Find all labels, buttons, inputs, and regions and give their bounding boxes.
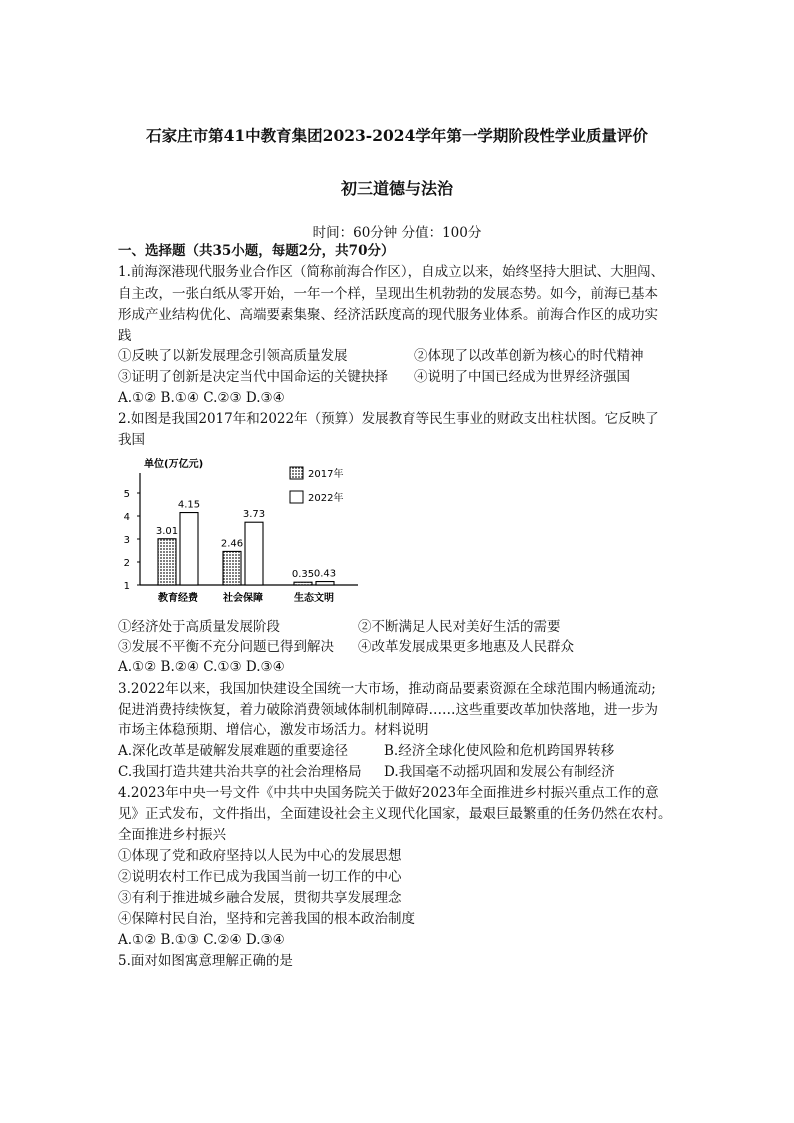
- q4-option-2: ②说明农村工作已成为我国当前一切工作的中心: [118, 869, 402, 885]
- q1-stem-line: 1.前海深港现代服务业合作区（简称前海合作区），自成立以来，始终坚持大胆试、大胆闯、: [118, 264, 665, 280]
- legend-label-2022: 2022年: [308, 493, 344, 504]
- bar-2022-2: [316, 582, 334, 585]
- q1-option-1: ①反映了以新发展理念引领高质量发展: [118, 348, 348, 364]
- bar-2022-1: [245, 522, 263, 585]
- x-category-label: 社会保障: [223, 593, 263, 604]
- section-heading: 一、选择题（共35小题，每题2分，共70分）: [118, 243, 395, 259]
- bar-2017-1: [223, 551, 241, 585]
- time-info: 时间：60分钟 分值：100分: [312, 225, 482, 241]
- q2-stem-line: 2.如图是我国2017年和2022年（预算）发展教育等民生事业的财政支出柱状图。它反映了: [118, 411, 659, 427]
- q2-option-1: ①经济处于高质量发展阶段: [118, 619, 280, 635]
- bar-value-label: 4.15: [177, 499, 201, 511]
- bar-2017-2: [294, 582, 312, 585]
- legend-label-2017: 2017年: [308, 469, 344, 480]
- q3-option-c: C.我国打造共建共治共享的社会治理格局: [118, 764, 362, 780]
- bar-value-label: 0.43: [313, 568, 337, 580]
- bar-value-label: 3.73: [242, 509, 266, 521]
- q1-stem-line: 自主改，一张白纸从零开始，一年一个样，呈现出生机勃勃的发展态势。如今，前海已基本: [118, 286, 658, 302]
- q3-stem-line: 促进消费持续恢复，着力破除消费领域体制机制障碍……这些重要改革加快落地，进一步为: [118, 702, 658, 718]
- legend-swatch-2017: [290, 467, 303, 479]
- q3-option-b: B.经济全球化使风险和危机跨国界转移: [384, 743, 615, 759]
- q1-stem-line: 践: [118, 328, 132, 344]
- q5-stem: 5.面对如图寓意理解正确的是: [118, 953, 293, 969]
- legend-swatch-2022: [290, 491, 303, 503]
- bar-2022-0: [180, 513, 198, 585]
- y-tick-label: 3: [123, 535, 130, 546]
- bar-2017-0: [158, 539, 176, 585]
- q2-option-2: ②不断满足人民对美好生活的需要: [358, 619, 561, 635]
- y-tick-label: 5: [123, 489, 130, 500]
- q3-option-d: D.我国毫不动摇巩固和发展公有制经济: [384, 764, 615, 780]
- bar-value-label: 2.46: [220, 538, 244, 550]
- exam-title: 石家庄市第41中教育集团2023-2024学年第一学期阶段性学业质量评价: [146, 126, 648, 145]
- x-category-label: 生态文明: [294, 593, 334, 604]
- y-axis-unit-label: 单位(万亿元): [144, 459, 204, 470]
- y-tick-label: 4: [123, 512, 130, 523]
- q2-option-3: ③发展不平衡不充分问题已得到解决: [118, 639, 334, 655]
- q4-stem-line: 见》正式发布，文件指出，全面建设社会主义现代化国家，最艰巨最繁重的任务仍然在农村。: [118, 806, 672, 822]
- q2-stem-line: 我国: [118, 432, 145, 448]
- q4-stem-line: 全面推进乡村振兴: [118, 827, 226, 843]
- q4-option-1: ①体现了党和政府坚持以人民为中心的发展思想: [118, 848, 402, 864]
- q1-option-2: ②体现了以改革创新为核心的时代精神: [414, 348, 644, 364]
- q3-stem-line: 市场主体稳预期、增信心，激发市场活力。材料说明: [118, 722, 429, 738]
- q2-option-4: ④改革发展成果更多地惠及人民群众: [358, 639, 574, 655]
- q3-stem-line: 3.2022年以来，我国加快建设全国统一大市场，推动商品要素资源在全球范围内畅通流动;: [118, 681, 656, 697]
- y-tick-label: 1: [123, 581, 130, 592]
- bar-value-label: 0.35: [291, 569, 315, 581]
- q4-stem-line: 4.2023年中央一号文件《中共中央国务院关于做好2023年全面推进乡村振兴重点工作的意: [118, 785, 659, 801]
- q1-option-3: ③证明了创新是决定当代中国命运的关键抉择: [118, 369, 388, 385]
- q1-stem-line: 形成产业结构优化、高端要素集聚、经济活跃度高的现代服务业体系。前海合作区的成功实: [118, 307, 658, 323]
- bar-value-label: 3.01: [155, 525, 179, 537]
- q4-option-3: ③有利于推进城乡融合发展，贯彻共享发展理念: [118, 890, 402, 906]
- y-tick-label: 2: [123, 558, 130, 569]
- q4-choices: A.①② B.①③ C.②④ D.③④: [118, 932, 285, 948]
- education-spending-chart: [118, 455, 363, 605]
- q3-option-a: A.深化改革是破解发展难题的重要途径: [118, 743, 349, 759]
- subject-title: 初三道德与法治: [340, 179, 453, 198]
- q2-choices: A.①② B.②④ C.①③ D.③④: [118, 659, 285, 675]
- q1-option-4: ④说明了中国已经成为世界经济强国: [414, 369, 630, 385]
- q1-choices: A.①② B.①④ C.②③ D.③④: [118, 390, 285, 406]
- q4-option-4: ④保障村民自治，坚持和完善我国的根本政治制度: [118, 911, 415, 927]
- x-category-label: 教育经费: [158, 593, 198, 604]
